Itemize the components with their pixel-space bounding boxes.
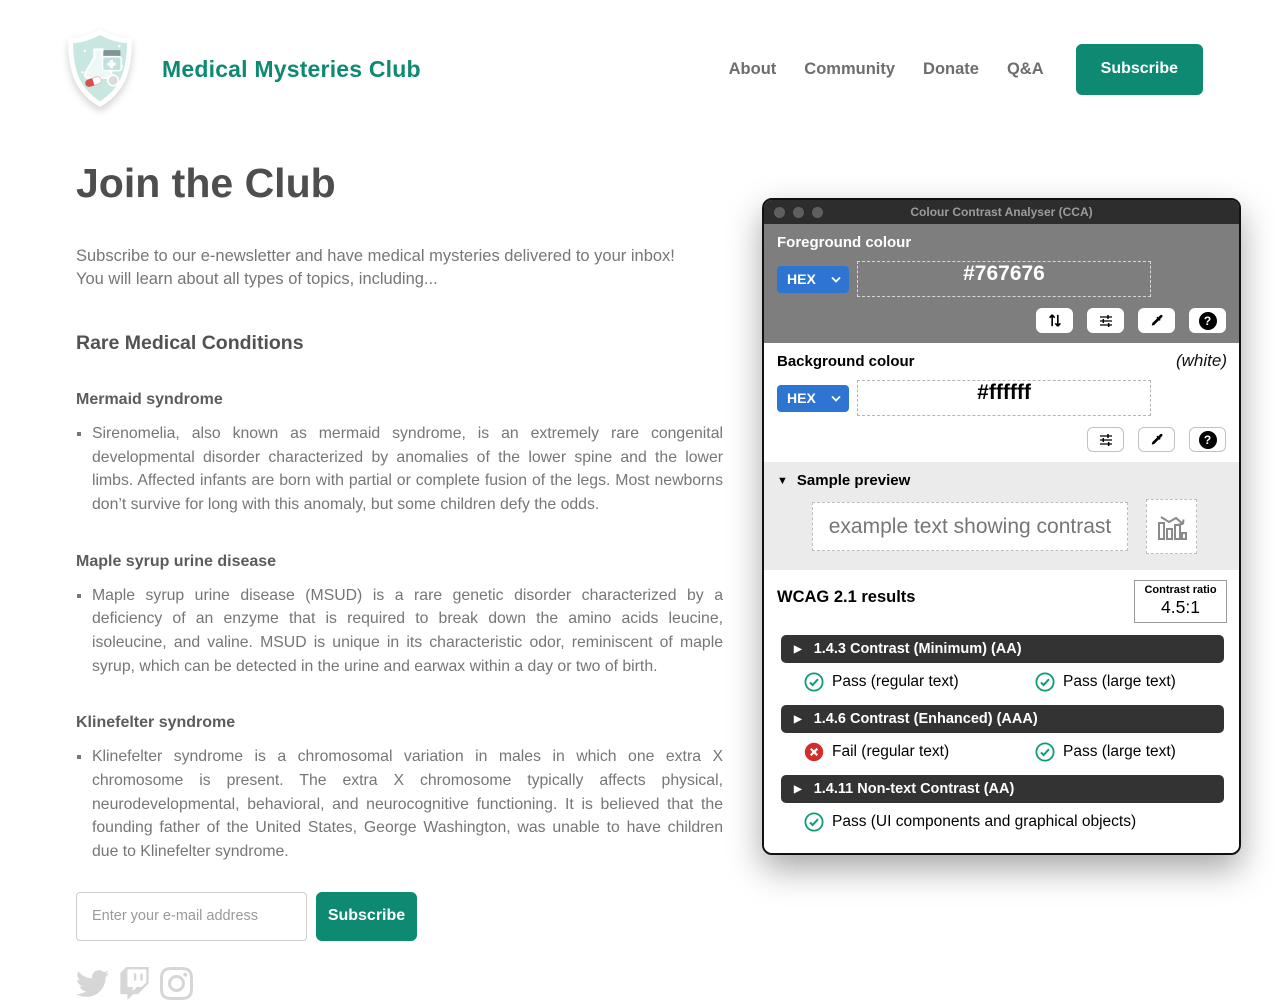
chart-icon xyxy=(1155,509,1189,545)
wcag-rule-1-4-11[interactable] xyxy=(781,775,1224,803)
eyedropper-icon xyxy=(1149,432,1165,448)
main-content xyxy=(0,160,770,1000)
topic-list-mermaid xyxy=(76,422,723,517)
check-result: Pass (UI components and graphical objects) xyxy=(804,812,1136,832)
chart-preview-button[interactable] xyxy=(1146,499,1197,554)
wcag-rule-title: 1.4.3 Contrast (Minimum) (AA) xyxy=(813,641,1022,657)
background-eyedropper-button[interactable] xyxy=(1138,427,1175,452)
pass-icon xyxy=(1035,672,1055,692)
foreground-section xyxy=(764,224,1239,343)
subscribe-form xyxy=(76,892,770,941)
social-links xyxy=(76,967,770,1000)
eyedropper-icon xyxy=(1149,313,1165,329)
instagram-icon[interactable] xyxy=(160,967,193,1000)
swap-colours-button[interactable] xyxy=(1036,308,1073,333)
form-subscribe-button[interactable]: Subscribe xyxy=(316,892,417,941)
wcag-rule-1-4-6[interactable] xyxy=(781,705,1224,733)
chevron-down-icon xyxy=(831,395,841,402)
swap-vertical-icon xyxy=(1046,312,1064,329)
nav-item-community[interactable]: Community xyxy=(804,59,896,78)
window-close-button[interactable] xyxy=(774,207,785,218)
topic-list-klinefelter xyxy=(76,745,723,863)
nav-subscribe-button[interactable]: Subscribe xyxy=(1076,44,1203,95)
shield-logo-icon xyxy=(64,27,136,111)
wcag-rule-1-4-3[interactable] xyxy=(781,635,1224,663)
wcag-rule-title: 1.4.11 Non-text Contrast (AA) xyxy=(813,781,1015,797)
fail-icon xyxy=(804,742,824,762)
background-colour-note: (white) xyxy=(1175,351,1227,370)
background-hex-input[interactable]: #ffffff xyxy=(857,380,1151,416)
nav-item-about[interactable]: About xyxy=(728,59,777,78)
background-sliders-button[interactable] xyxy=(1087,427,1124,452)
check-result: Pass (regular text) xyxy=(804,672,1035,692)
section-title: Rare Medical Conditions xyxy=(76,331,304,354)
help-icon: ? xyxy=(1199,431,1217,449)
topic-body-klinefelter: ▪ Klinefelter syndrome is a chromosomal variation in males in which one extra X chromosome is present. The extra X chromosome typically affects physical, neurodevelopmental, behavioral, and neurocognitive functioning. It is believed that the founding father of the United States, George Washington, was unable to have children due to Klinefelter syndrome. xyxy=(92,745,723,863)
topic-list-msud xyxy=(76,584,723,679)
nav-item-qa[interactable]: Q&A xyxy=(1006,59,1044,78)
twitter-icon[interactable] xyxy=(76,967,109,1000)
chevron-down-icon xyxy=(831,276,841,283)
topic-body-msud: ▪ Maple syrup urine disease (MSUD) is a rare genetic disorder characterized by a deficiency of an enzyme that is required to break down the amino acids leucine, isoleucine, and valine. MSUD is unique in its characteristic odor, reminiscent of maple syrup, which can be detected in the urine and earwax within a day or two of birth. xyxy=(92,584,723,679)
sample-preview-section xyxy=(764,462,1239,570)
foreground-label: Foreground colour xyxy=(777,234,912,251)
site-logo[interactable] xyxy=(64,27,136,111)
sample-preview-label: Sample preview xyxy=(796,472,911,489)
foreground-format-select[interactable]: HEX xyxy=(777,266,849,293)
wcag-results-section xyxy=(764,570,1239,853)
nav-item-donate[interactable]: Donate xyxy=(923,59,979,78)
check-result: Pass (large text) xyxy=(1035,742,1176,762)
foreground-eyedropper-button[interactable] xyxy=(1138,308,1175,333)
cca-titlebar[interactable] xyxy=(764,200,1239,224)
email-input[interactable] xyxy=(76,892,307,941)
window-zoom-button[interactable] xyxy=(812,207,823,218)
sliders-icon xyxy=(1097,432,1115,448)
topic-heading-klinefelter: Klinefelter syndrome xyxy=(76,714,236,732)
window-minimize-button[interactable] xyxy=(793,207,804,218)
main-nav xyxy=(729,44,1203,95)
cca-window xyxy=(762,198,1241,855)
wcag-rule-title: 1.4.6 Contrast (Enhanced) (AAA) xyxy=(813,711,1038,727)
contrast-ratio-label: Contrast ratio xyxy=(1144,584,1217,596)
background-format-select[interactable]: HEX xyxy=(777,385,849,412)
foreground-hex-input[interactable]: #767676 xyxy=(857,261,1151,297)
wcag-results-heading: WCAG 2.1 results xyxy=(777,588,916,606)
intro-paragraph: Subscribe to our e-newsletter and have medical mysteries delivered to your inbox! You will learn about all types of topics, including... xyxy=(76,247,675,289)
site-header xyxy=(0,0,1275,112)
sample-text-box: example text showing contrast xyxy=(812,502,1128,551)
background-help-button[interactable] xyxy=(1189,427,1226,452)
background-section xyxy=(764,343,1239,462)
foreground-help-button[interactable] xyxy=(1189,308,1226,333)
background-label: Background colour xyxy=(777,353,915,370)
pass-icon xyxy=(804,672,824,692)
sliders-icon xyxy=(1097,313,1115,329)
expand-arrow-icon: ▶ xyxy=(794,783,802,795)
topic-heading-mermaid: Mermaid syndrome xyxy=(76,390,223,408)
window-title: Colour Contrast Analyser (CCA) xyxy=(910,205,1093,219)
pass-icon xyxy=(1035,742,1055,762)
check-result: Fail (regular text) xyxy=(804,742,1035,762)
sample-preview-toggle[interactable] xyxy=(777,472,1227,489)
contrast-ratio-value: 4.5:1 xyxy=(1161,597,1200,617)
topic-heading-msud: Maple syrup urine disease xyxy=(76,552,277,570)
twitch-icon[interactable] xyxy=(118,967,151,1000)
collapse-arrow-icon: ▼ xyxy=(777,474,788,487)
contrast-ratio-box xyxy=(1134,580,1227,623)
foreground-sliders-button[interactable] xyxy=(1087,308,1124,333)
brand-title[interactable]: Medical Mysteries Club xyxy=(162,55,421,82)
expand-arrow-icon: ▶ xyxy=(794,713,802,725)
help-icon: ? xyxy=(1199,312,1217,330)
pass-icon xyxy=(804,812,824,832)
expand-arrow-icon: ▶ xyxy=(794,643,802,655)
topic-body-mermaid: ▪ Sirenomelia, also known as mermaid syndrome, is an extremely rare congenital developmental disorder characterized by anomalies of the lower spine and the lower limbs. Affected infants are born with partial or complete fusion of the legs. Most newborns don’t survive for long with this anomaly, but some children defy the odds. xyxy=(92,422,723,517)
page-title: Join the Club xyxy=(76,160,336,206)
check-result: Pass (large text) xyxy=(1035,672,1176,692)
